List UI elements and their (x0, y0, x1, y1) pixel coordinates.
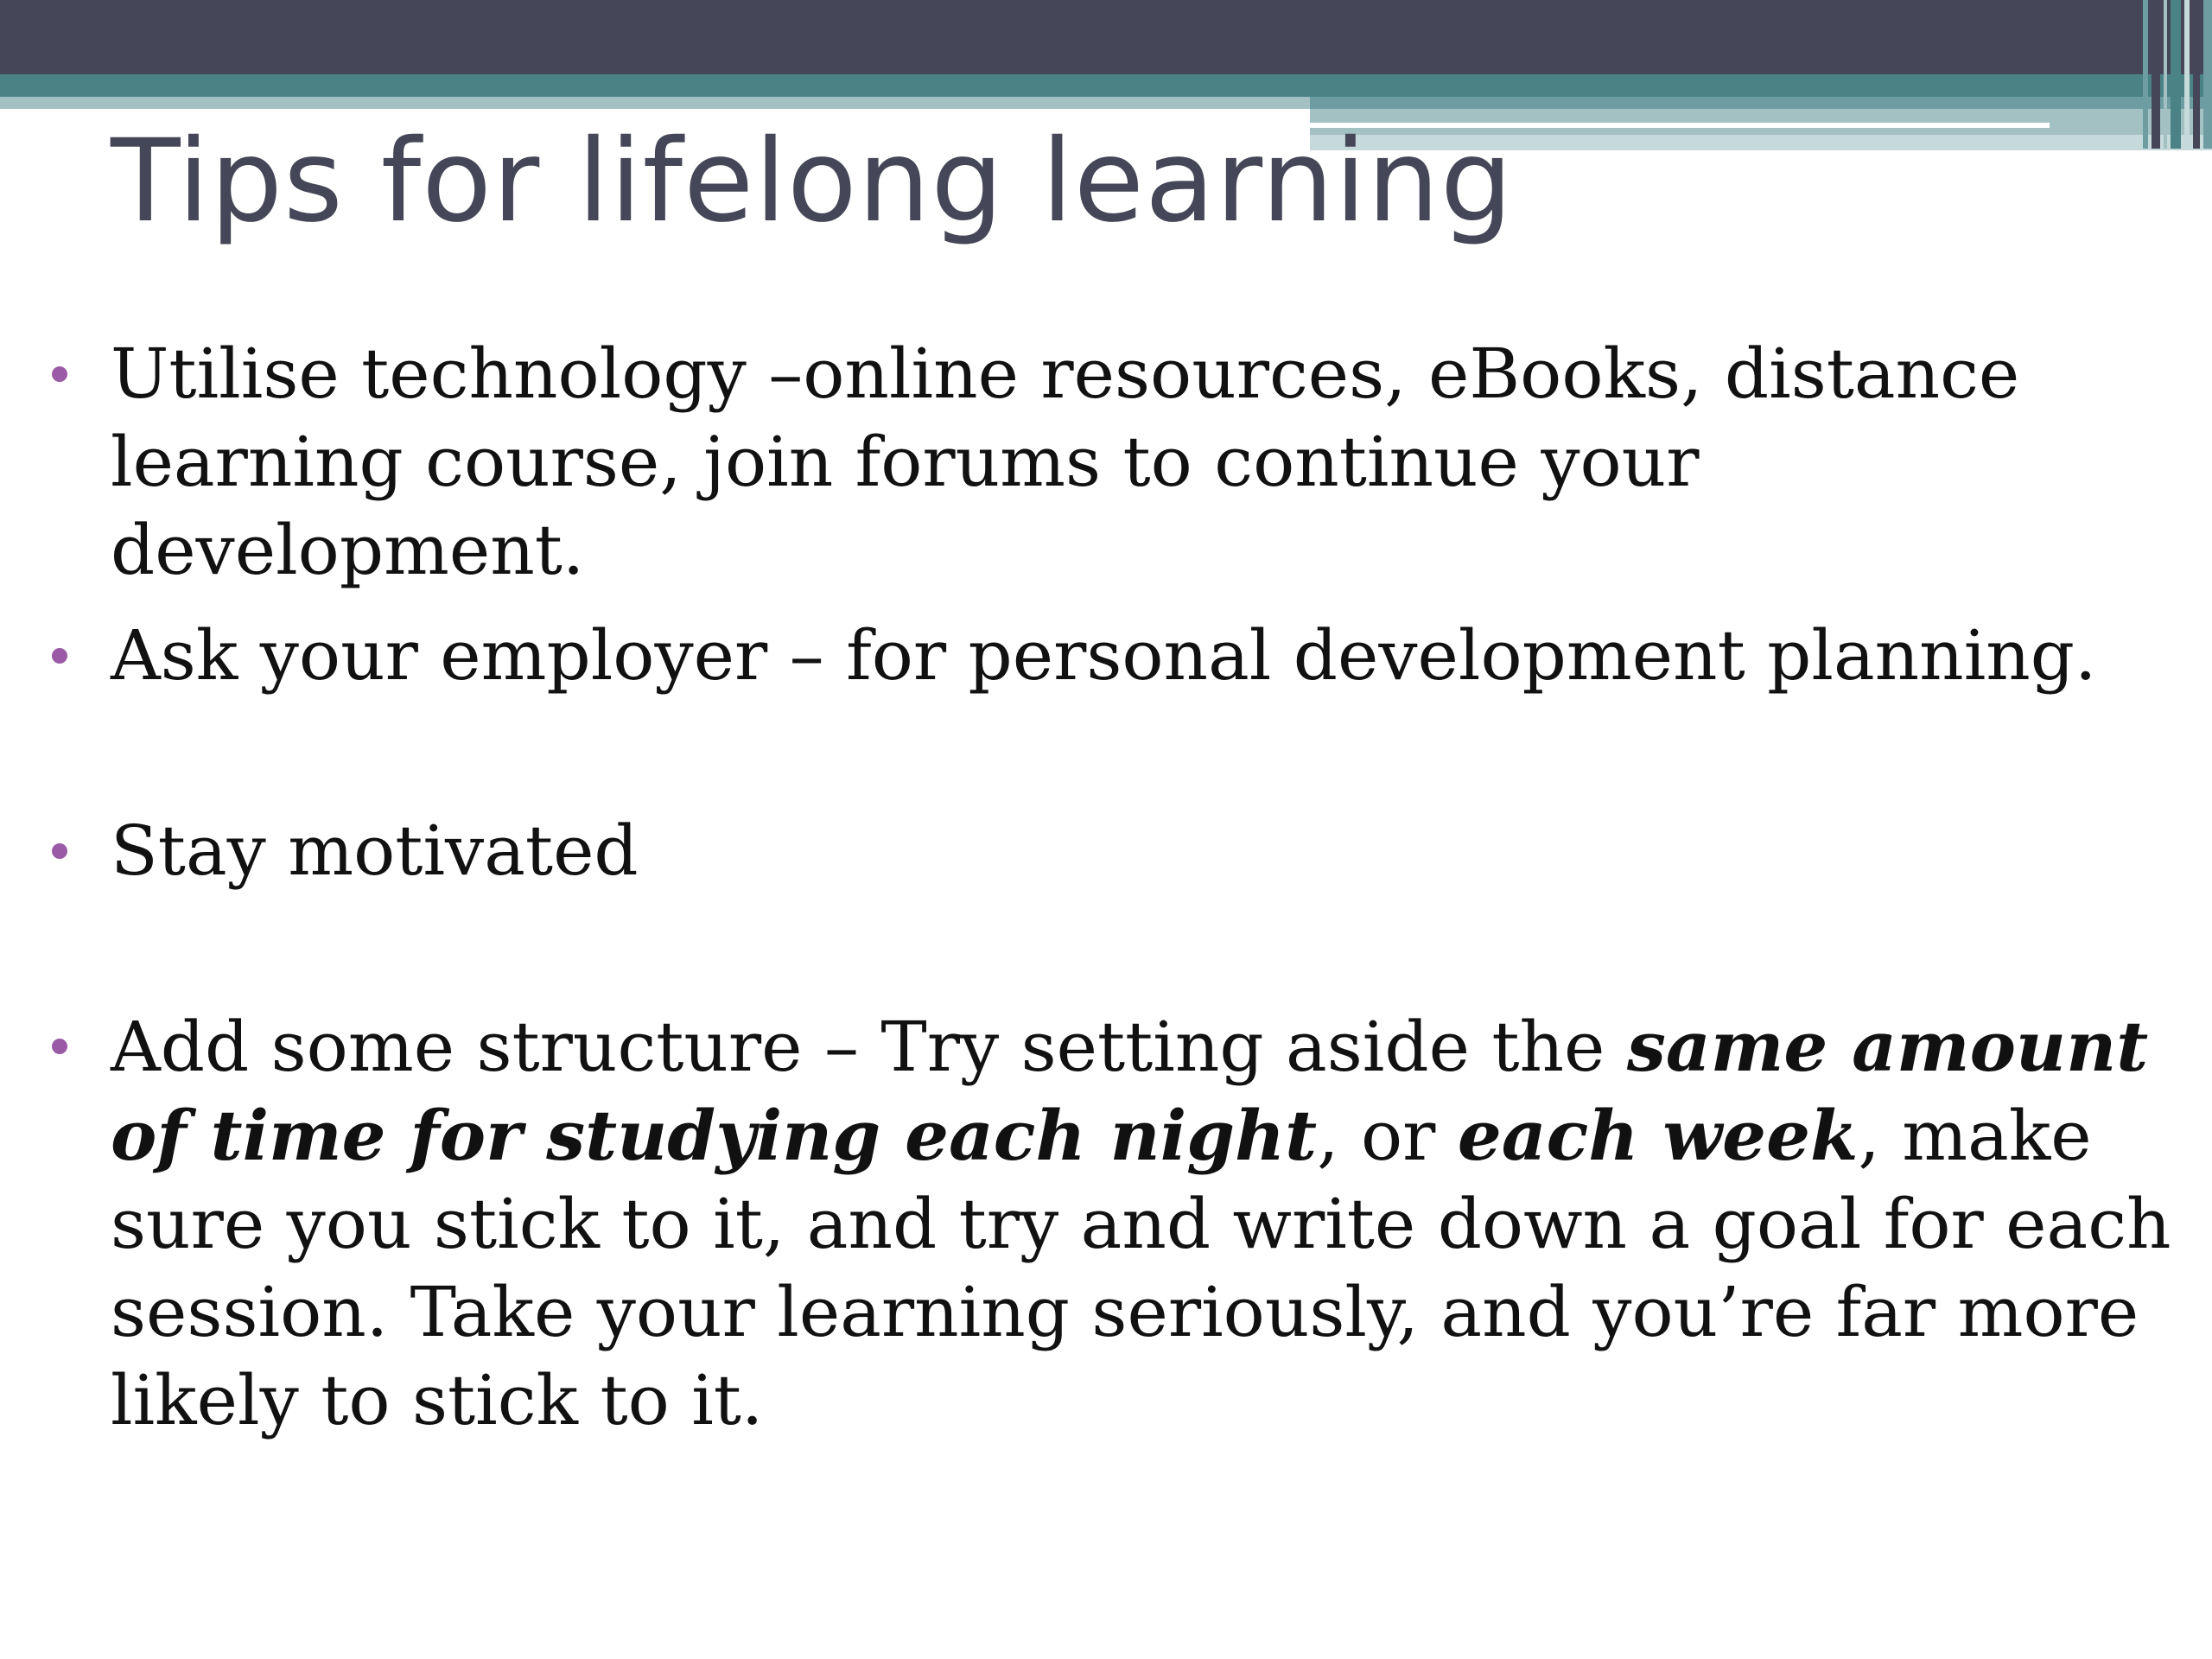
bullet-text-segment: Add some structure – Try setting aside the (111, 1007, 1627, 1087)
header-band-dark (0, 0, 2212, 74)
bullet-text-segment: , make sure you stick to it, and try and write down a goal for each session. Take your learning seriously, and you’re far more likely to stick to it. (111, 1096, 2171, 1440)
header-stripes (2143, 0, 2212, 149)
emphasis-text: same amount of time for studying each night (111, 1006, 2149, 1176)
bullet-text: Stay motivated (111, 810, 639, 891)
bullet-dot-icon (52, 843, 67, 859)
header-band-teal (0, 74, 2212, 97)
bullet-text (111, 1002, 2184, 1445)
bullet-dot-icon (52, 1039, 67, 1054)
bullet-text: Utilise technology –online resources, eBooks, distance learning course, join forums to continue your development. (111, 334, 2020, 590)
header-band-light (0, 97, 1310, 109)
bullet-text-segment: , or (1317, 1096, 1458, 1176)
header-band-step (1310, 97, 2212, 109)
emphasis-text: each week (1457, 1095, 1859, 1176)
slide-title: Tips for lifelong learning (111, 115, 1514, 248)
bullet-dot-icon (52, 366, 67, 382)
bullet-dot-icon (52, 648, 67, 664)
bullet-text: Ask your employer – for personal development planning. (111, 615, 2097, 696)
